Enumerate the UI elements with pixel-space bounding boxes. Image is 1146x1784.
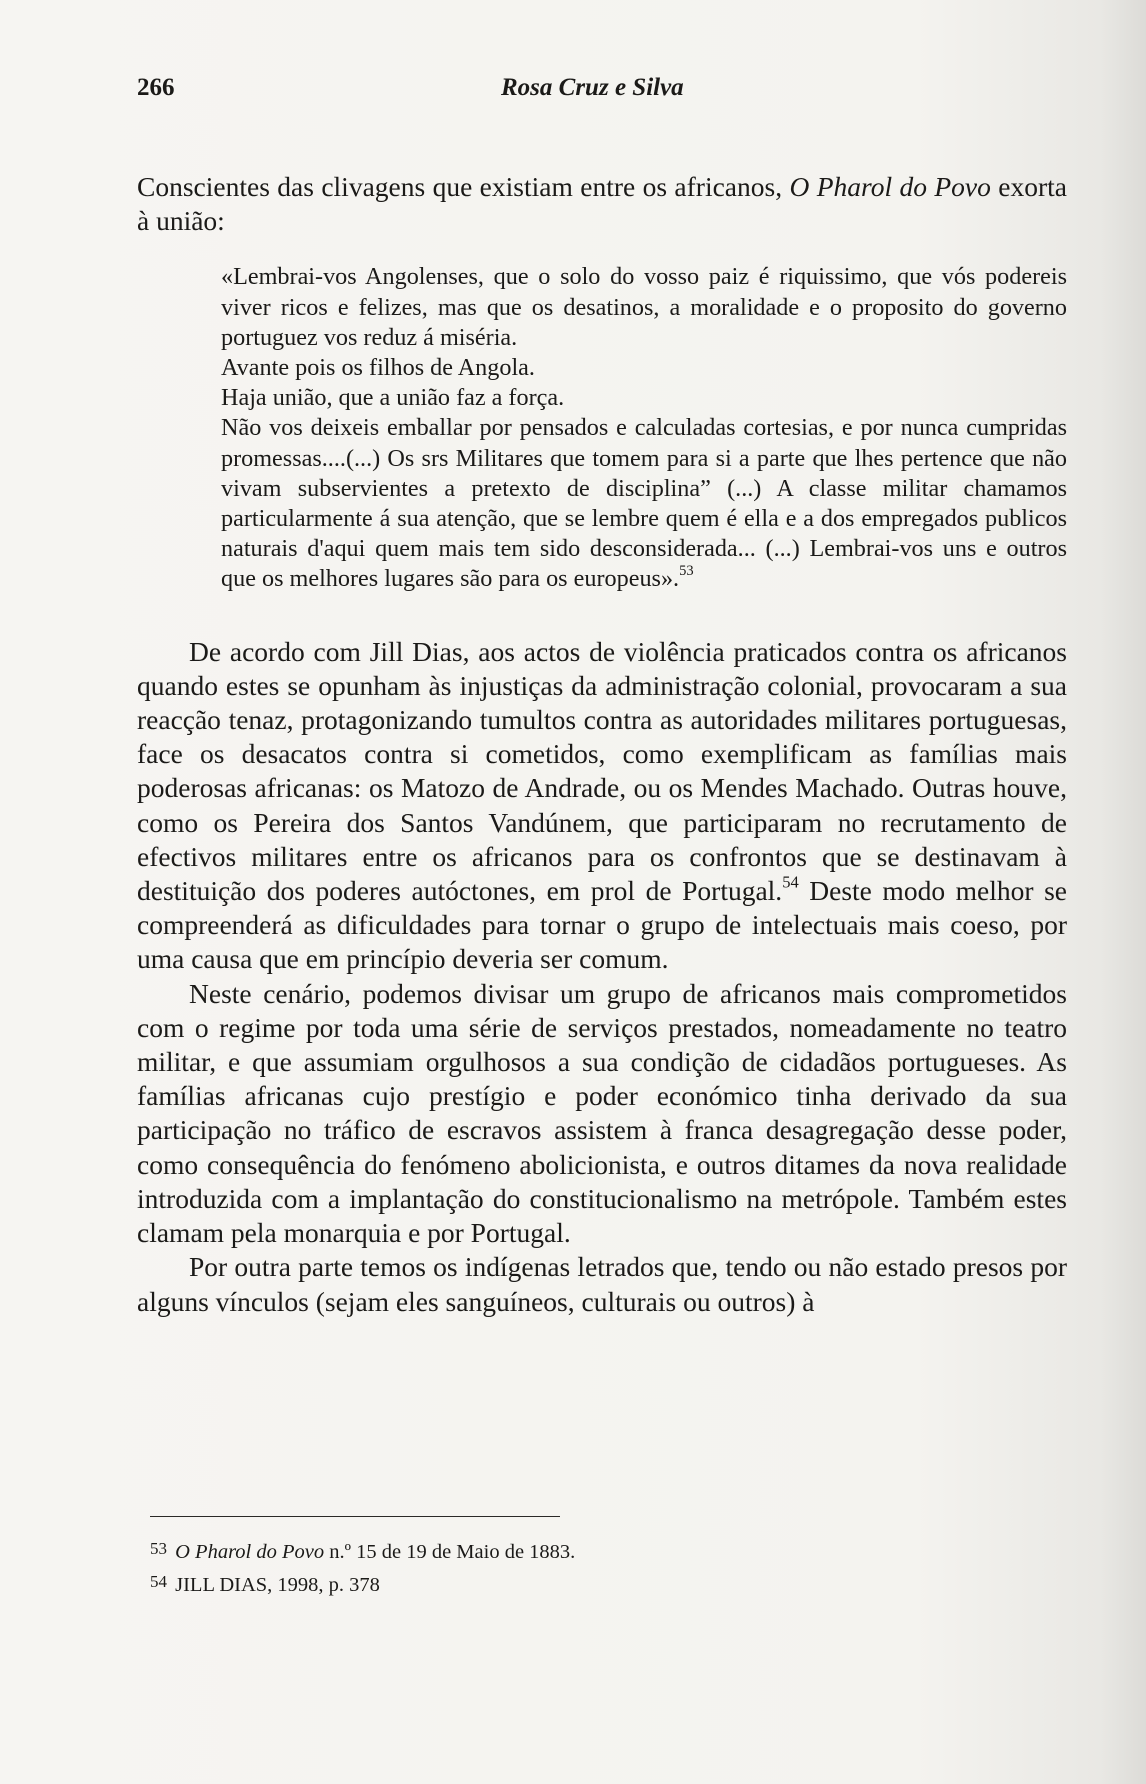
body-paragraph: Neste cenário, podemos divisar um grupo de africanos mais comprometidos com o regime por toda uma série de serviços prestados, nomeadamente no teatro militar, e que assumiam orgulhosos a sua condição de cidadãos portugueses. As famílias africanas cujo prestígio e poder económico tinha derivado da sua participação no tráfico de escravos assistem à franca desagregação desse poder, como consequência do fenómeno abolicionista, e outros ditames da nova realidade introduzida com a implantação do constitucionalismo na metrópole. Também estes clamam pela monarquia e por Portugal. [137, 977, 1067, 1249]
footnote [150, 1567, 1050, 1600]
footnote-text: JILL DIAS, 1998, p. 378 [175, 1574, 380, 1596]
footnote-ref-53: 53 [679, 563, 694, 580]
footnote-divider [150, 1516, 560, 1517]
quote-line: Avante pois os filhos de Angola. [221, 354, 535, 382]
body-paragraph [137, 635, 1067, 977]
running-header [137, 74, 1067, 114]
paragraph-text: De acordo com Jill Dias, aos actos de violência praticados contra os africanos quando estes se opunham às injustiças da administração colonial, provocaram a sua reacção tenaz, protagonizando tumultos contra as autoridades militares portuguesas, face os desacatos contra si cometidos, como exemplificam as famílias mais poderosas africanas: os Matozo de Andrade, ou os Mendes Machado. Outras houve, como os Pereira dos Santos Vandúnem, que participaram no recrutamento de efectivos militares entre os africanos para os confrontos que se destinavam à destituição dos poderes autóctones, em prol de Portugal. [137, 635, 1067, 907]
block-quote [221, 262, 1067, 594]
footnote-title: O Pharol do Povo [175, 1541, 325, 1563]
main-text [137, 170, 1067, 1319]
footnote-text: n.º 15 de 19 de Maio de 1883. [324, 1541, 576, 1563]
footnote [150, 1534, 1050, 1567]
quote-line [221, 413, 1067, 594]
author-name: Rosa Cruz e Silva [501, 74, 684, 101]
paragraph-text-end: Deste modo melhor se compreenderá as dificuldades para tornar o grupo de intelectuais mais coeso, por uma causa que em princípio deveria ser comum. [137, 875, 1067, 975]
quote-text: Não vos deixeis emballar por pensados e calculadas cortesias, e por nunca cumpridas promessas....(...) Os srs Militares que tomem para si a parte que lhes pertence que não vivam subservientes a pretexto de disciplina” (...) A classe militar chamamos particularmente á sua atenção, que se lembre quem é ella e a dos empregados publicos naturais d'aqui quem mais tem sido desconsiderada... (...) Lembrai-vos uns e outros que os melhores lugares são para os europeus». [221, 414, 1067, 593]
footnote-number: 53 [150, 1539, 167, 1558]
intro-text-end: exorta à união: [137, 171, 1067, 237]
intro-paragraph [137, 170, 1067, 238]
newspaper-title: O Pharol do Povo [789, 171, 991, 202]
body-paragraph: Por outra parte temos os indígenas letrados que, tendo ou não estado presos por alguns vínculos (sejam eles sanguíneos, culturais ou outros) à [137, 1251, 1067, 1317]
quote-line: Haja união, que a união faz a força. [221, 384, 565, 412]
footnotes [150, 1534, 1050, 1600]
footnote-number: 54 [150, 1572, 167, 1591]
footnote-ref-54: 54 [782, 872, 799, 892]
page-number: 266 [137, 74, 175, 101]
quote-line: «Lembrai-vos Angolenses, que o solo do vosso paiz é riquissimo, que vós podereis viver ricos e felizes, mas que os desatinos, a moralidade e o proposito do governo portuguez vos reduz á miséria. [221, 263, 1067, 351]
intro-text: Conscientes das clivagens que existiam entre os africanos, [137, 171, 790, 202]
